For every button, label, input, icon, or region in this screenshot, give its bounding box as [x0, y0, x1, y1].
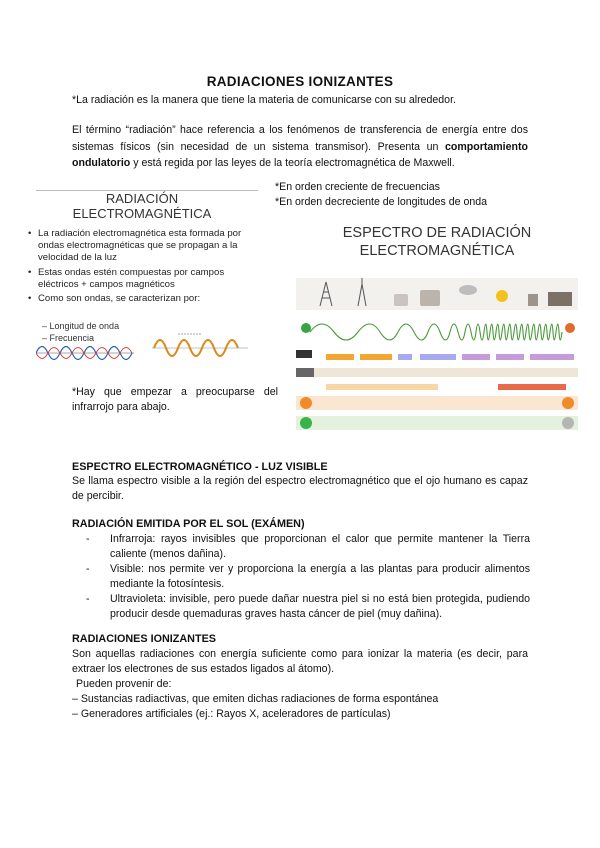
spectrum-wave: [310, 324, 562, 340]
source-radioactive: – Sustancias radiactivas, que emiten dichas radiaciones de forma espontánea: [72, 693, 439, 705]
left-figure-bullets: [28, 228, 256, 305]
right-figure: [292, 222, 582, 436]
remote-icon: [459, 285, 477, 295]
ionizing-text: Son aquellas radiaciones con energía suficiente como para ionizar la materia (es decir, para extraer los electrones de sus estados ligados al átomo).: [72, 648, 528, 675]
tower-icon: [528, 294, 538, 306]
left-bullet-3: • Como son ondas, se caracterizan por:: [28, 293, 201, 305]
radiation-definition-paragraph: [72, 122, 528, 172]
left-figure-title-line1: RADIACIÓN: [105, 191, 179, 206]
para-text-end: y está regida por las leyes de la teoría electromagnética de Maxwell.: [130, 157, 455, 169]
sun-icon: [496, 290, 508, 302]
visible-spectrum-text: Se llama espectro visible a la región del espectro electromagnético que el ojo humano es capaz de percibir.: [72, 475, 528, 502]
plus-icon: [301, 323, 311, 333]
para-text-start: El término “radiación” hace referencia a los fenómenos de transferencia de energía entre dos sistemas físicos (sin necesidad de un sistema transmisor). Presenta un: [72, 124, 528, 153]
sun-radiation-list: [86, 532, 530, 622]
ionizing-lead: Pueden provenir de:: [76, 678, 172, 690]
left-bullet-2: • Estas ondas estén compuestas por campos eléctricos + campos magnéticos: [28, 266, 225, 290]
visible-spectrum-heading: ESPECTRO ELECTROMAGNÉTICO - LUZ VISIBLE: [72, 461, 328, 473]
order-note-wavelength: *En orden decreciente de longitudes de onda: [275, 196, 488, 208]
right-figure-title-line1: ESPECTRO DE RADIACIÓN: [342, 225, 532, 241]
sun-item-infrared: - Infrarroja: rayos invisibles que proporcionan el calor que permite mantener la Tierra caliente (menos dañina).: [86, 533, 530, 560]
sub-item-wavelength: – Longitud de onda: [42, 321, 120, 331]
sun-item-ultraviolet: - Ultravioleta: invisible, pero puede dañar nuestra piel si no está bien protegida, pudiendo producir desde quemaduras graves hasta cáncer de piel (muy dañina).: [86, 593, 530, 620]
order-note-frequency: *En orden creciente de frecuencias: [275, 181, 440, 193]
order-notes: [275, 180, 535, 210]
ionizing-heading: RADIACIONES IONIZANTES: [72, 633, 216, 645]
spectrum-diagram: [292, 268, 582, 436]
em-wave-diagram: [36, 340, 136, 366]
left-bullet-1: • La radiación electromagnética esta formada por ondas electromagnéticas que se propagan a la velocidad de la luz: [28, 228, 242, 264]
radio-icon: [394, 294, 408, 306]
microwave-icon: [420, 290, 440, 306]
para-bold-term: comportamiento ondulatorio: [72, 140, 528, 169]
sub-item-frequency: – Frecuencia: [42, 333, 95, 343]
frequency-wave-diagram: [152, 330, 252, 364]
minus-icon: [565, 323, 575, 333]
left-figure-title-line2: ELECTROMAGNÉTICA: [72, 206, 212, 221]
right-figure-title-line2: ELECTROMAGNÉTICA: [359, 243, 515, 259]
left-figure: [26, 190, 258, 366]
nuclear-plant-icon: [548, 292, 572, 306]
ionizing-sources: [72, 692, 532, 722]
sun-radiation-heading: RADIACIÓN EMITIDA POR EL SOL (EXÁMEN): [72, 518, 305, 530]
infrared-note: *Hay que empezar a preocuparse del infrarrojo para abajo.: [72, 386, 278, 413]
page-title: RADIACIONES IONIZANTES: [206, 74, 394, 89]
intro-quote: *La radiación es la manera que tiene la materia de comunicarse con su alrededor.: [72, 94, 456, 106]
source-artificial: – Generadores artificiales (ej.: Rayos X, aceleradores de partículas): [72, 708, 391, 720]
sun-item-visible: - Visible: nos permite ver y proporciona la energía a las plantas para producir alimentos mediante la fotosíntesis.: [86, 563, 530, 590]
